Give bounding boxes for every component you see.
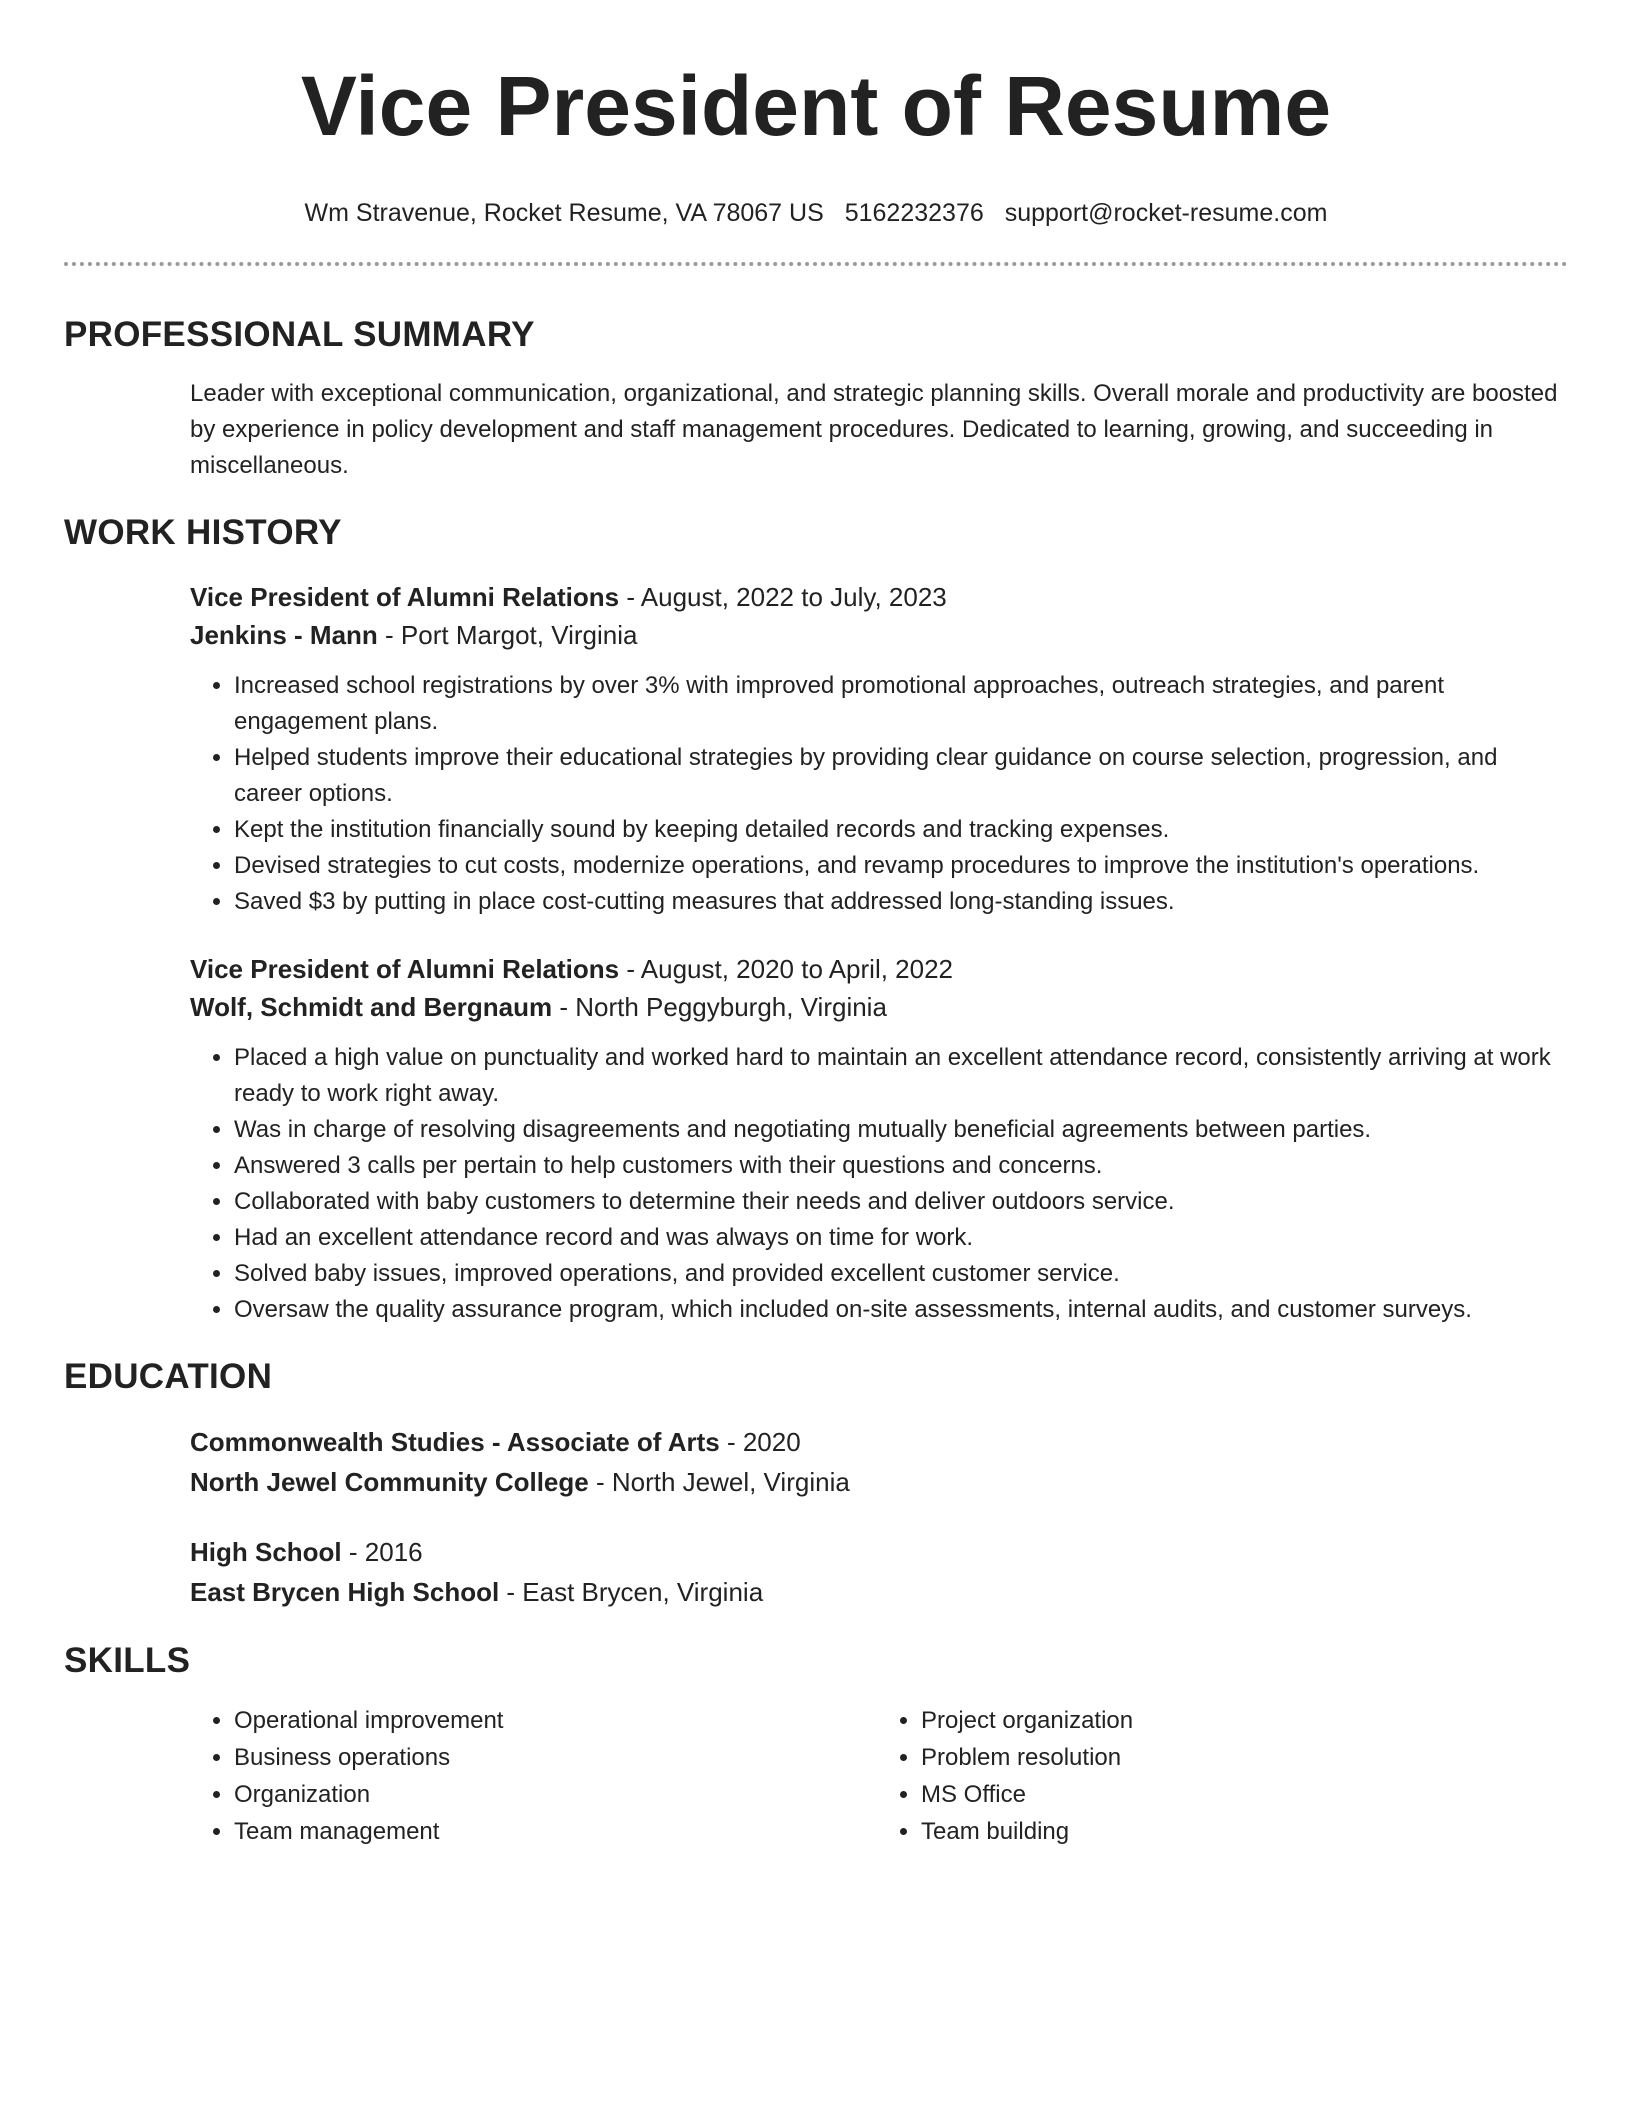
job-bullet: • Kept the institution financially sound by keeping detailed records and tracking expenses. [234,812,1564,848]
job-location: - Port Margot, Virginia [377,620,638,650]
section-title-education: EDUCATION [64,1357,273,1396]
education-degree: Commonwealth Studies - Associate of Arts [190,1427,720,1457]
job-entry [190,578,1564,920]
job-bullet: • Was in charge of resolving disagreements and negotiating mutually beneficial agreements between parties. [234,1112,1564,1148]
education-school: North Jewel Community College [190,1467,589,1497]
job-bullet: • Increased school registrations by over 3% with improved promotional approaches, outreach strategies, and parent engagement plans. [234,668,1564,740]
education-school-line [190,1572,1564,1612]
education-degree-line [190,1532,1564,1572]
job-bullet: • Had an excellent attendance record and was always on time for work. [234,1220,1564,1256]
skill-item: • MS Office [921,1776,1564,1813]
section-title-skills: SKILLS [64,1641,191,1680]
job-bullets [190,1040,1564,1328]
job-bullet: • Devised strategies to cut costs, modernize operations, and revamp procedures to improve the institution's operations. [234,848,1564,884]
section-title-work-history: WORK HISTORY [64,513,342,552]
skills-column-right [877,1702,1564,1850]
job-bullet: • Saved $3 by putting in place cost-cutting measures that addressed long-standing issues. [234,884,1564,920]
section-title-summary: PROFESSIONAL SUMMARY [64,315,535,354]
skill-item: • Team building [921,1813,1564,1850]
job-entry [190,950,1564,1328]
job-bullets [190,668,1564,920]
job-bullet: • Helped students improve their educational strategies by providing clear guidance on course selection, progression, and career options. [234,740,1564,812]
education-entry [190,1422,1564,1502]
job-dates: - August, 2020 to April, 2022 [619,954,954,984]
job-dates: - August, 2022 to July, 2023 [619,582,947,612]
education-entry [190,1532,1564,1612]
education-year: - 2016 [341,1537,423,1567]
job-bullet: • Placed a high value on punctuality and worked hard to maintain an excellent attendance record, consistently arriving at work ready to work right away. [234,1040,1564,1112]
contact-address: Wm Stravenue, Rocket Resume, VA 78067 US [304,199,824,227]
job-bullet: • Oversaw the quality assurance program, which included on-site assessments, internal audits, and customer surveys. [234,1292,1564,1328]
job-title: Vice President of Alumni Relations [190,954,620,984]
education-location: - East Brycen, Virginia [499,1577,764,1607]
skill-item: • Project organization [921,1702,1564,1739]
job-company-line [190,616,1564,654]
resume-name: Vice President of Resume [300,59,1332,153]
contact-phone: 5162232376 [844,199,984,227]
skills-section [190,1702,1564,1850]
contact-line [64,198,1568,228]
job-title: Vice President of Alumni Relations [190,582,620,612]
skill-item: • Business operations [234,1739,877,1776]
contact-email: support@rocket-resume.com [1004,199,1328,227]
job-bullet: • Solved baby issues, improved operations, and provided excellent customer service. [234,1256,1564,1292]
work-history-section [190,578,1564,1328]
summary-text: Leader with exceptional communication, organizational, and strategic planning skills. Overall morale and productivity are boosted by experience in policy development and staff management procedures. Dedicated to learning, growing, and succeeding in miscellaneous. [190,380,1558,479]
header-divider [64,262,1568,266]
skills-column-left [190,1702,877,1850]
job-company: Wolf, Schmidt and Bergnaum [190,992,553,1022]
education-degree: High School [190,1537,342,1567]
education-section [190,1422,1564,1612]
summary-section [190,376,1564,484]
skill-item: • Team management [234,1813,877,1850]
job-bullet: • Answered 3 calls per pertain to help customers with their questions and concerns. [234,1148,1564,1184]
education-school: East Brycen High School [190,1577,500,1607]
job-location: - North Peggyburgh, Virginia [552,992,887,1022]
education-location: - North Jewel, Virginia [588,1467,850,1497]
job-title-line [190,578,1564,616]
education-degree-line [190,1422,1564,1462]
education-year: - 2020 [719,1427,801,1457]
education-school-line [190,1462,1564,1502]
job-title-line [190,950,1564,988]
skill-item: • Organization [234,1776,877,1813]
job-company-line [190,988,1564,1026]
job-bullet: • Collaborated with baby customers to determine their needs and deliver outdoors service. [234,1184,1564,1220]
job-company: Jenkins - Mann [190,620,378,650]
skill-item: • Problem resolution [921,1739,1564,1776]
skill-item: • Operational improvement [234,1702,877,1739]
